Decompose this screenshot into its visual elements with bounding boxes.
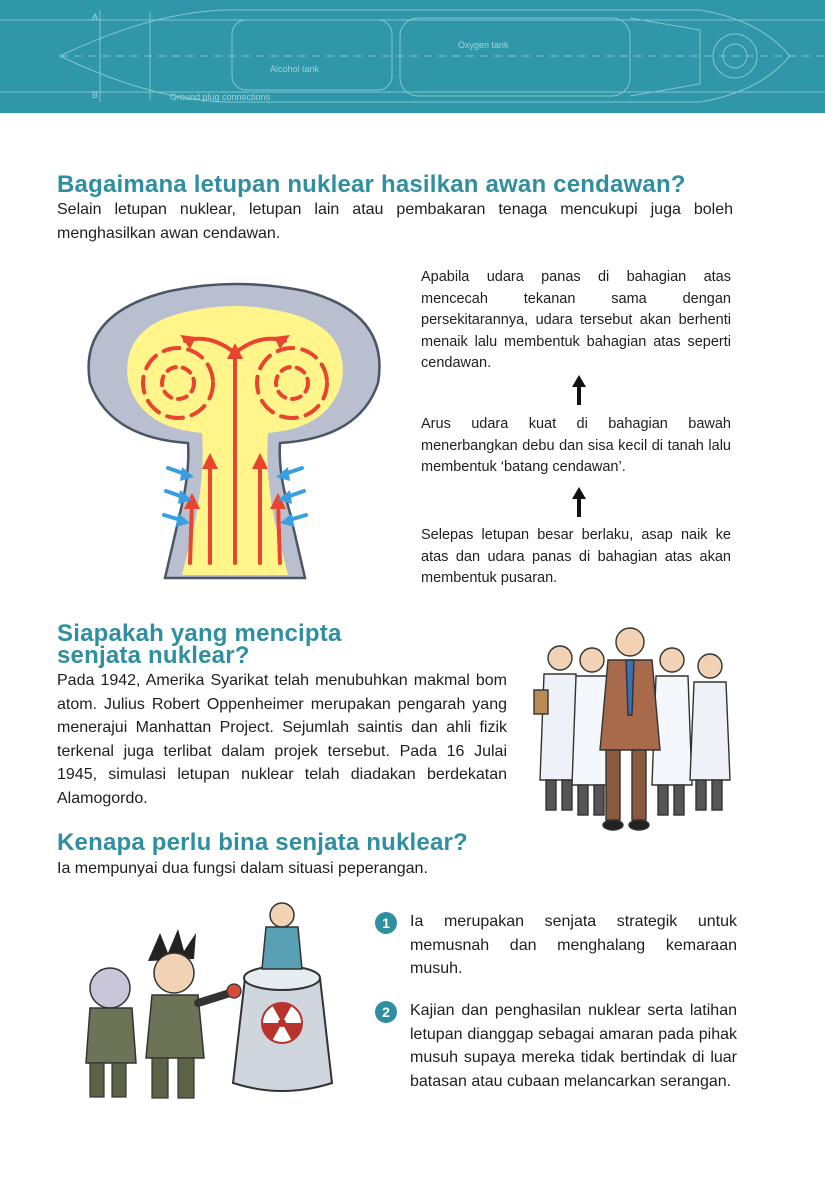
mushroom-cloud-diagram [70,263,400,583]
section-intro-mushroom-cloud: Selain letupan nuklear, letupan lain atau pembakaran tenaga mencukupi juga boleh menghasilkan awan cendawan. [57,201,733,242]
radiation-icon [262,1002,302,1043]
banner-label-alcohol: Alcohol tank [270,64,320,74]
banner-label-b: B [92,90,99,100]
soldiers-with-nuclear-bomb-illustration [70,893,370,1108]
section-title-inventor-line2: senjata nuklear? [57,642,250,669]
scientists-group-illustration [522,620,752,835]
header-banner [0,0,825,113]
list-number-1: 1 [375,912,397,934]
section-title-inventor-line1: Siapakah yang mencipta [57,620,342,647]
section-title-why-nuclear: Kenapa perlu bina senjata nuklear? [57,829,468,856]
cloud-step-top: Apabila udara panas di bahagian atas mencecah tekanan sama dengan persekitarannya, udara tersebut akan berhenti menaik lalu membentuk bahagian atas seperti cendawan. [421,269,731,371]
banner-label-ground: Ground plug connections [170,92,271,102]
list-item-1: Ia merupakan senjata strategik untuk memusnah dan menghalang kemaraan musuh. [410,913,737,977]
list-item-2: Kajian dan penghasilan nuklear serta latihan letupan dianggap sebagai amaran pada pihak musuh supaya mereka tidak bertindak di luar batasan atau cubaan melancarkan serangan. [410,1002,737,1090]
cloud-step-middle: Arus udara kuat di bahagian bawah menerbangkan debu dan sisa kecil di tanah lalu membentuk ‘batang cendawan’. [421,416,731,475]
banner-label-a: A [92,12,99,22]
rocket-blueprint-illustration [0,0,825,113]
section-intro-why-nuclear: Ia mempunyai dua fungsi dalam situasi peperangan. [57,860,428,877]
banner-label-oxygen: Oxygen tank [458,40,509,50]
section-title-mushroom-cloud: Bagaimana letupan nuklear hasilkan awan cendawan? [57,171,686,198]
cloud-step-bottom: Selepas letupan besar berlaku, asap naik ke atas dan udara panas di bahagian atas akan membentuk pusaran. [421,527,731,586]
list-number-2: 2 [375,1001,397,1023]
section-body-inventor: Pada 1942, Amerika Syarikat telah menubuhkan makmal bom atom. Julius Robert Oppenheimer merupakan pengarah yang menerajui Manhattan Project. Sejumlah saintis dan ahli fizik terkenal juga terlibat dalam projek tersebut. Pada 16 Julai 1945, simulasi letupan nuklear telah diadakan berdekatan Alamogordo. [57,672,507,807]
arrow-up-icon [572,375,586,405]
arrow-up-icon [572,487,586,517]
